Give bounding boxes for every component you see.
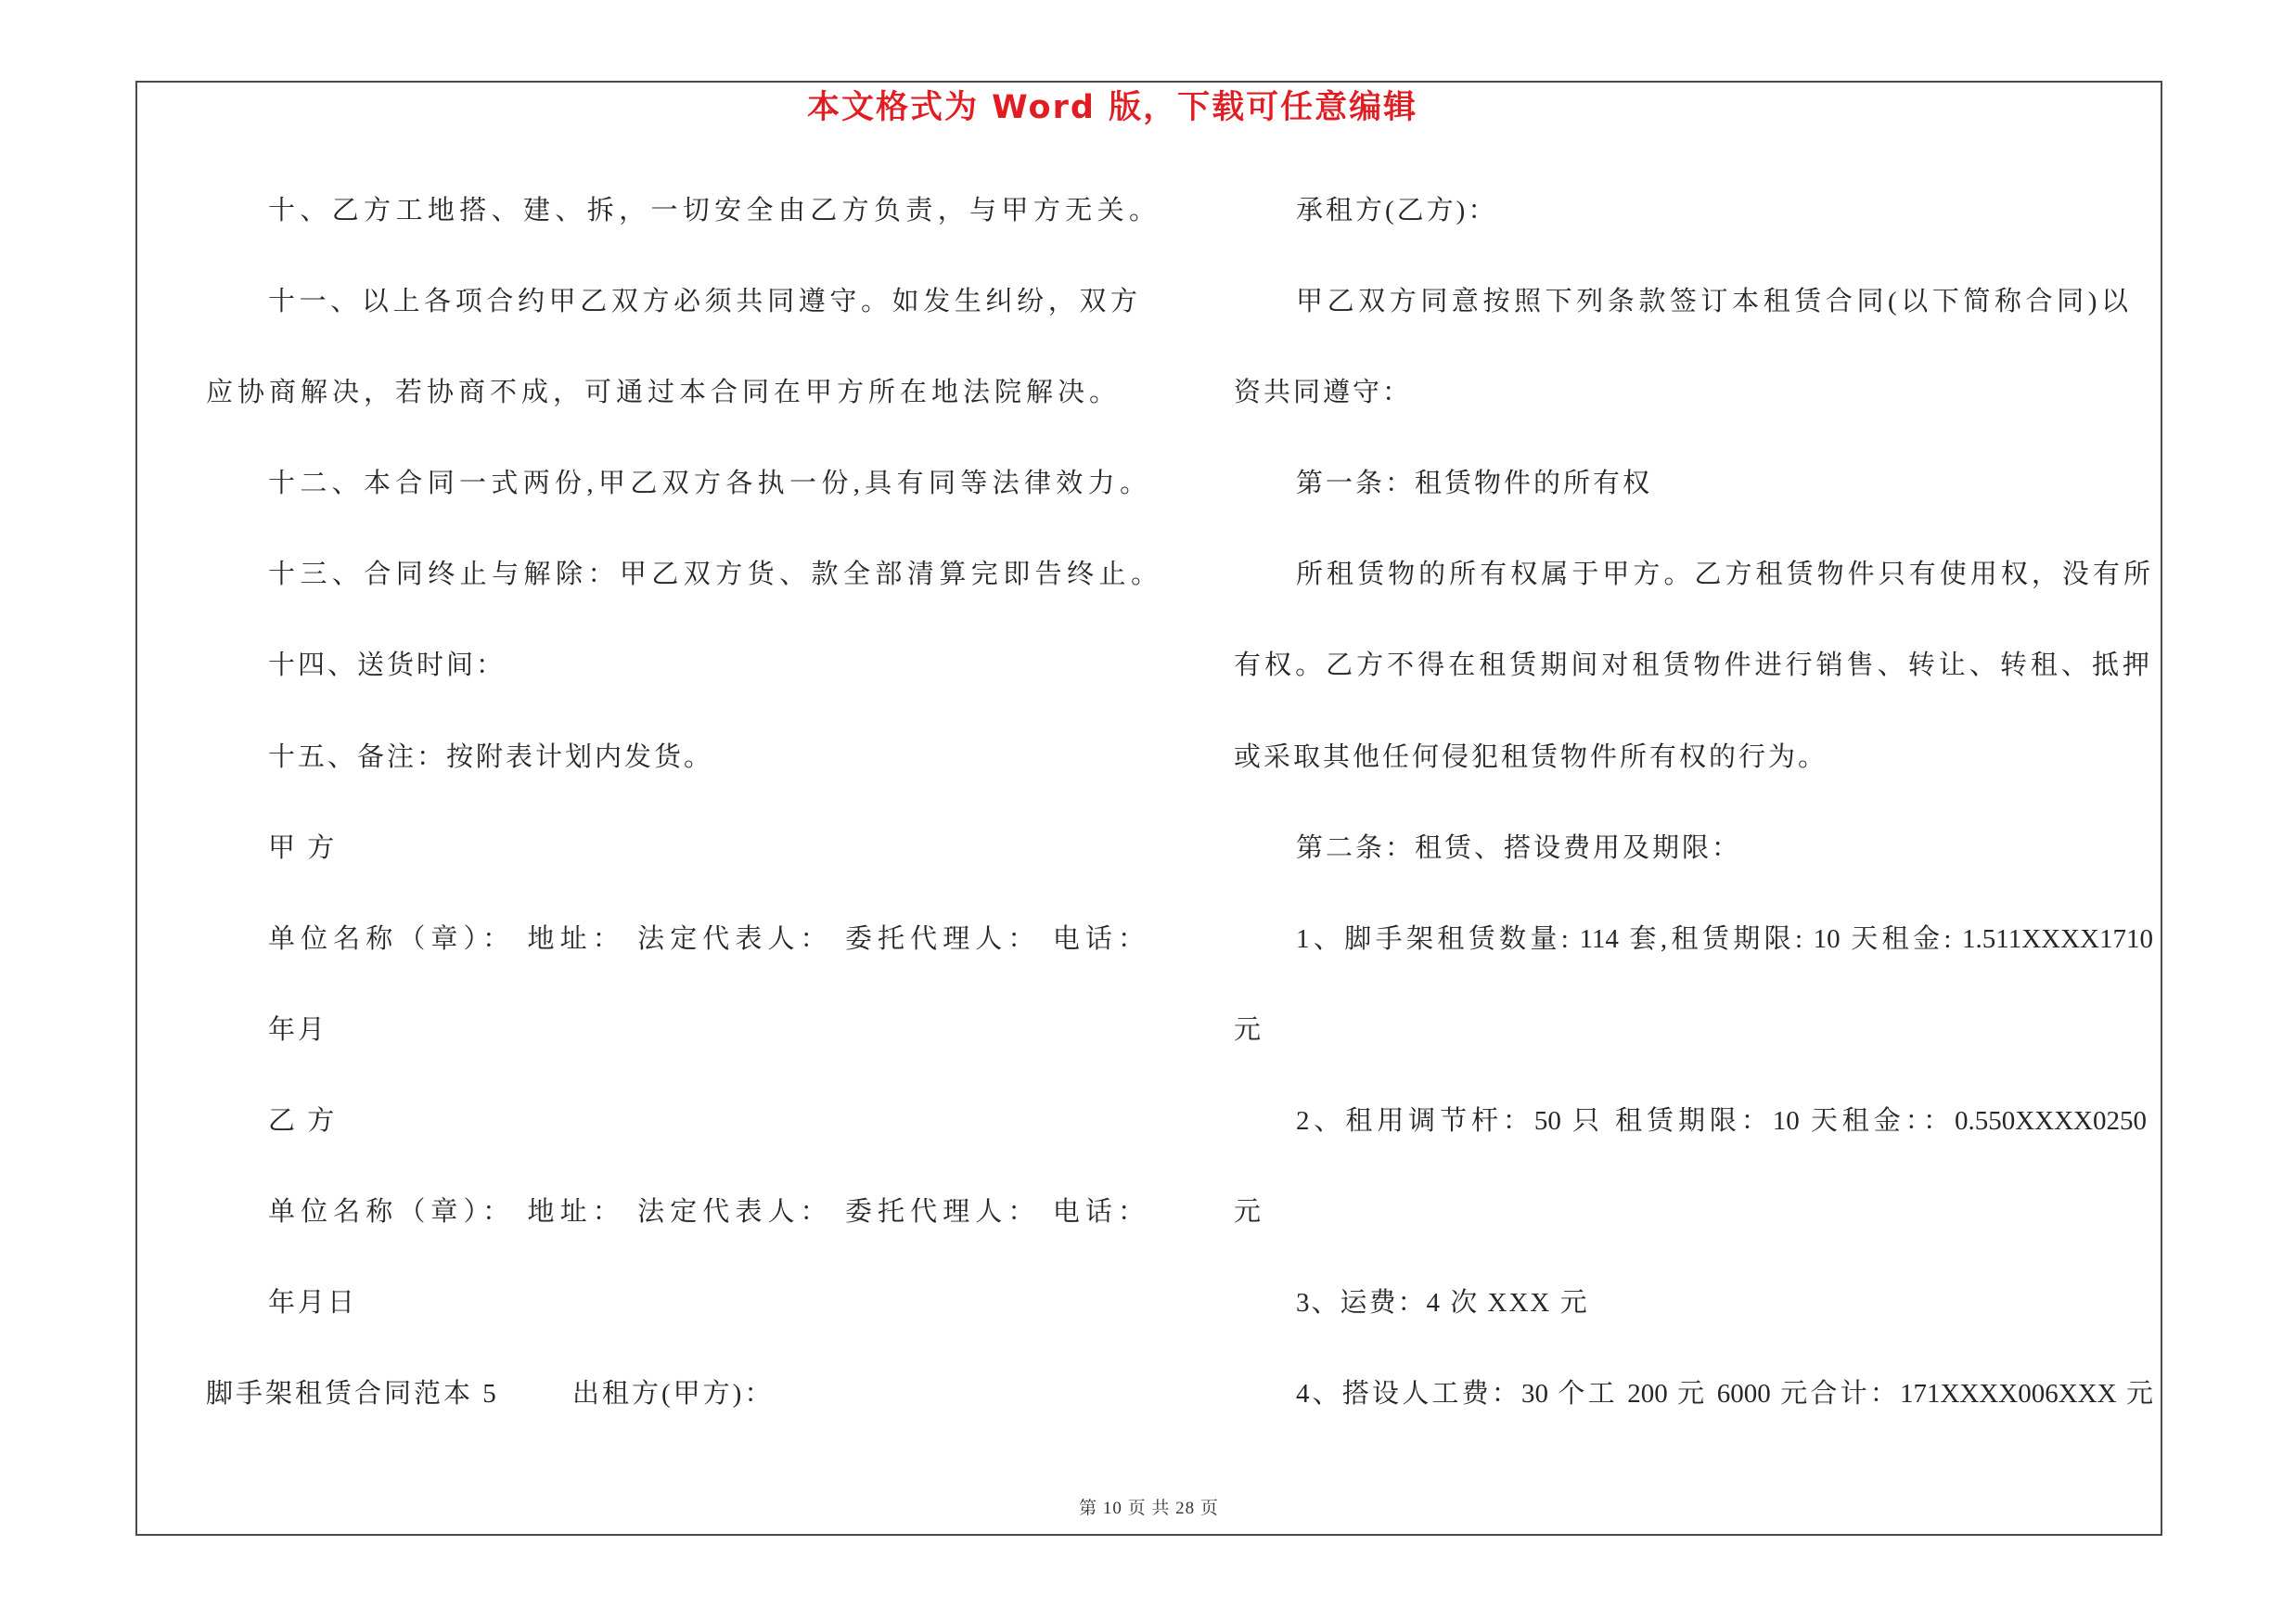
clause-15-line: 十五、备注：按附表计划内发货。 [268,741,714,772]
preamble-line-1: 甲乙双方同意按照下列条款签订本租赁合同(以下简称合同)以 [1296,287,2131,317]
next-contract-line [206,1375,1171,1466]
article-1-heading: 第一条：租赁物件的所有权 [1296,469,1653,499]
article-1-body-line-2: 有权。乙方不得在租赁期间对租赁物件进行销售、转让、转租、抵押 [1234,650,2152,681]
clause-11-line-1: 十一、以上各项合约甲乙双方必须共同遵守。如发生纠纷，双方 [268,287,1140,317]
clause-14-line: 十四、送货时间： [268,650,507,681]
page-number-footer: 第 10 页 共 28 页 [1079,1499,1219,1518]
clause-10-line: 十、乙方工地搭、建、拆，一切安全由乙方负责，与甲方无关。 [268,196,1159,225]
fee-item-4-line: 4、搭设人工费：30 个工 200 元 6000 元合计：171XXXX006XXX 元 [1296,1379,2153,1410]
preamble-line-2: 资共同遵守： [1234,378,1413,408]
clause-13-line: 十三、合同终止与解除：甲乙双方货、款全部清算完即告终止。 [268,560,1161,590]
clause-12-line: 十二、本合同一式两份,甲乙双方各执一份,具有同等法律效力。 [268,469,1149,499]
article-1-body-line-3: 或采取其他任何侵犯租赁物件所有权的行为。 [1234,741,1828,772]
left-column [206,192,1171,1466]
fee-item-3-line: 3、运费：4 次 XXX 元 [1296,1288,1589,1319]
article-1-body-line-1: 所租赁物的所有权属于甲方。乙方租赁物件只有使用权，没有所 [1296,560,2153,590]
clause-11-line-2: 应协商解决，若协商不成，可通过本合同在甲方所在地法院解决。 [206,378,1119,408]
right-column [1234,192,2161,1466]
party-a-fields: 单位名称（章）： 地址： 法定代表人： 委托代理人： 电话： [268,923,1148,954]
fee-item-1-line-1: 1、脚手架租赁数量: 114 套,租赁期限: 10 天租金: 1.511XXXX1710 [1296,923,2153,954]
party-b-fields: 单位名称（章）： 地址： 法定代表人： 委托代理人： 电话： [268,1197,1148,1228]
lessor-label: 出租方(甲方)： [572,1379,775,1410]
next-contract-title: 脚手架租赁合同范本 5 [206,1379,499,1410]
lessee-label: 承租方(乙方)： [1296,196,1498,225]
format-notice-banner: 本文格式为 Word 版，下载可任意编辑 [807,89,1418,126]
fee-item-2-line-2: 元 [1234,1197,1264,1228]
fee-item-2-line-1: 2、租用调节杆：50 只 租赁期限：10 天租金：：0.550XXXX0250 [1296,1105,2147,1136]
fee-item-1-line-2: 元 [1234,1014,1264,1045]
party-a-date: 年月 [268,1014,328,1045]
article-2-heading: 第二条：租赁、搭设费用及期限： [1296,832,1742,863]
party-b-date: 年月日 [268,1288,358,1319]
party-a-label: 甲 方 [268,832,338,863]
party-b-label: 乙 方 [268,1105,338,1136]
